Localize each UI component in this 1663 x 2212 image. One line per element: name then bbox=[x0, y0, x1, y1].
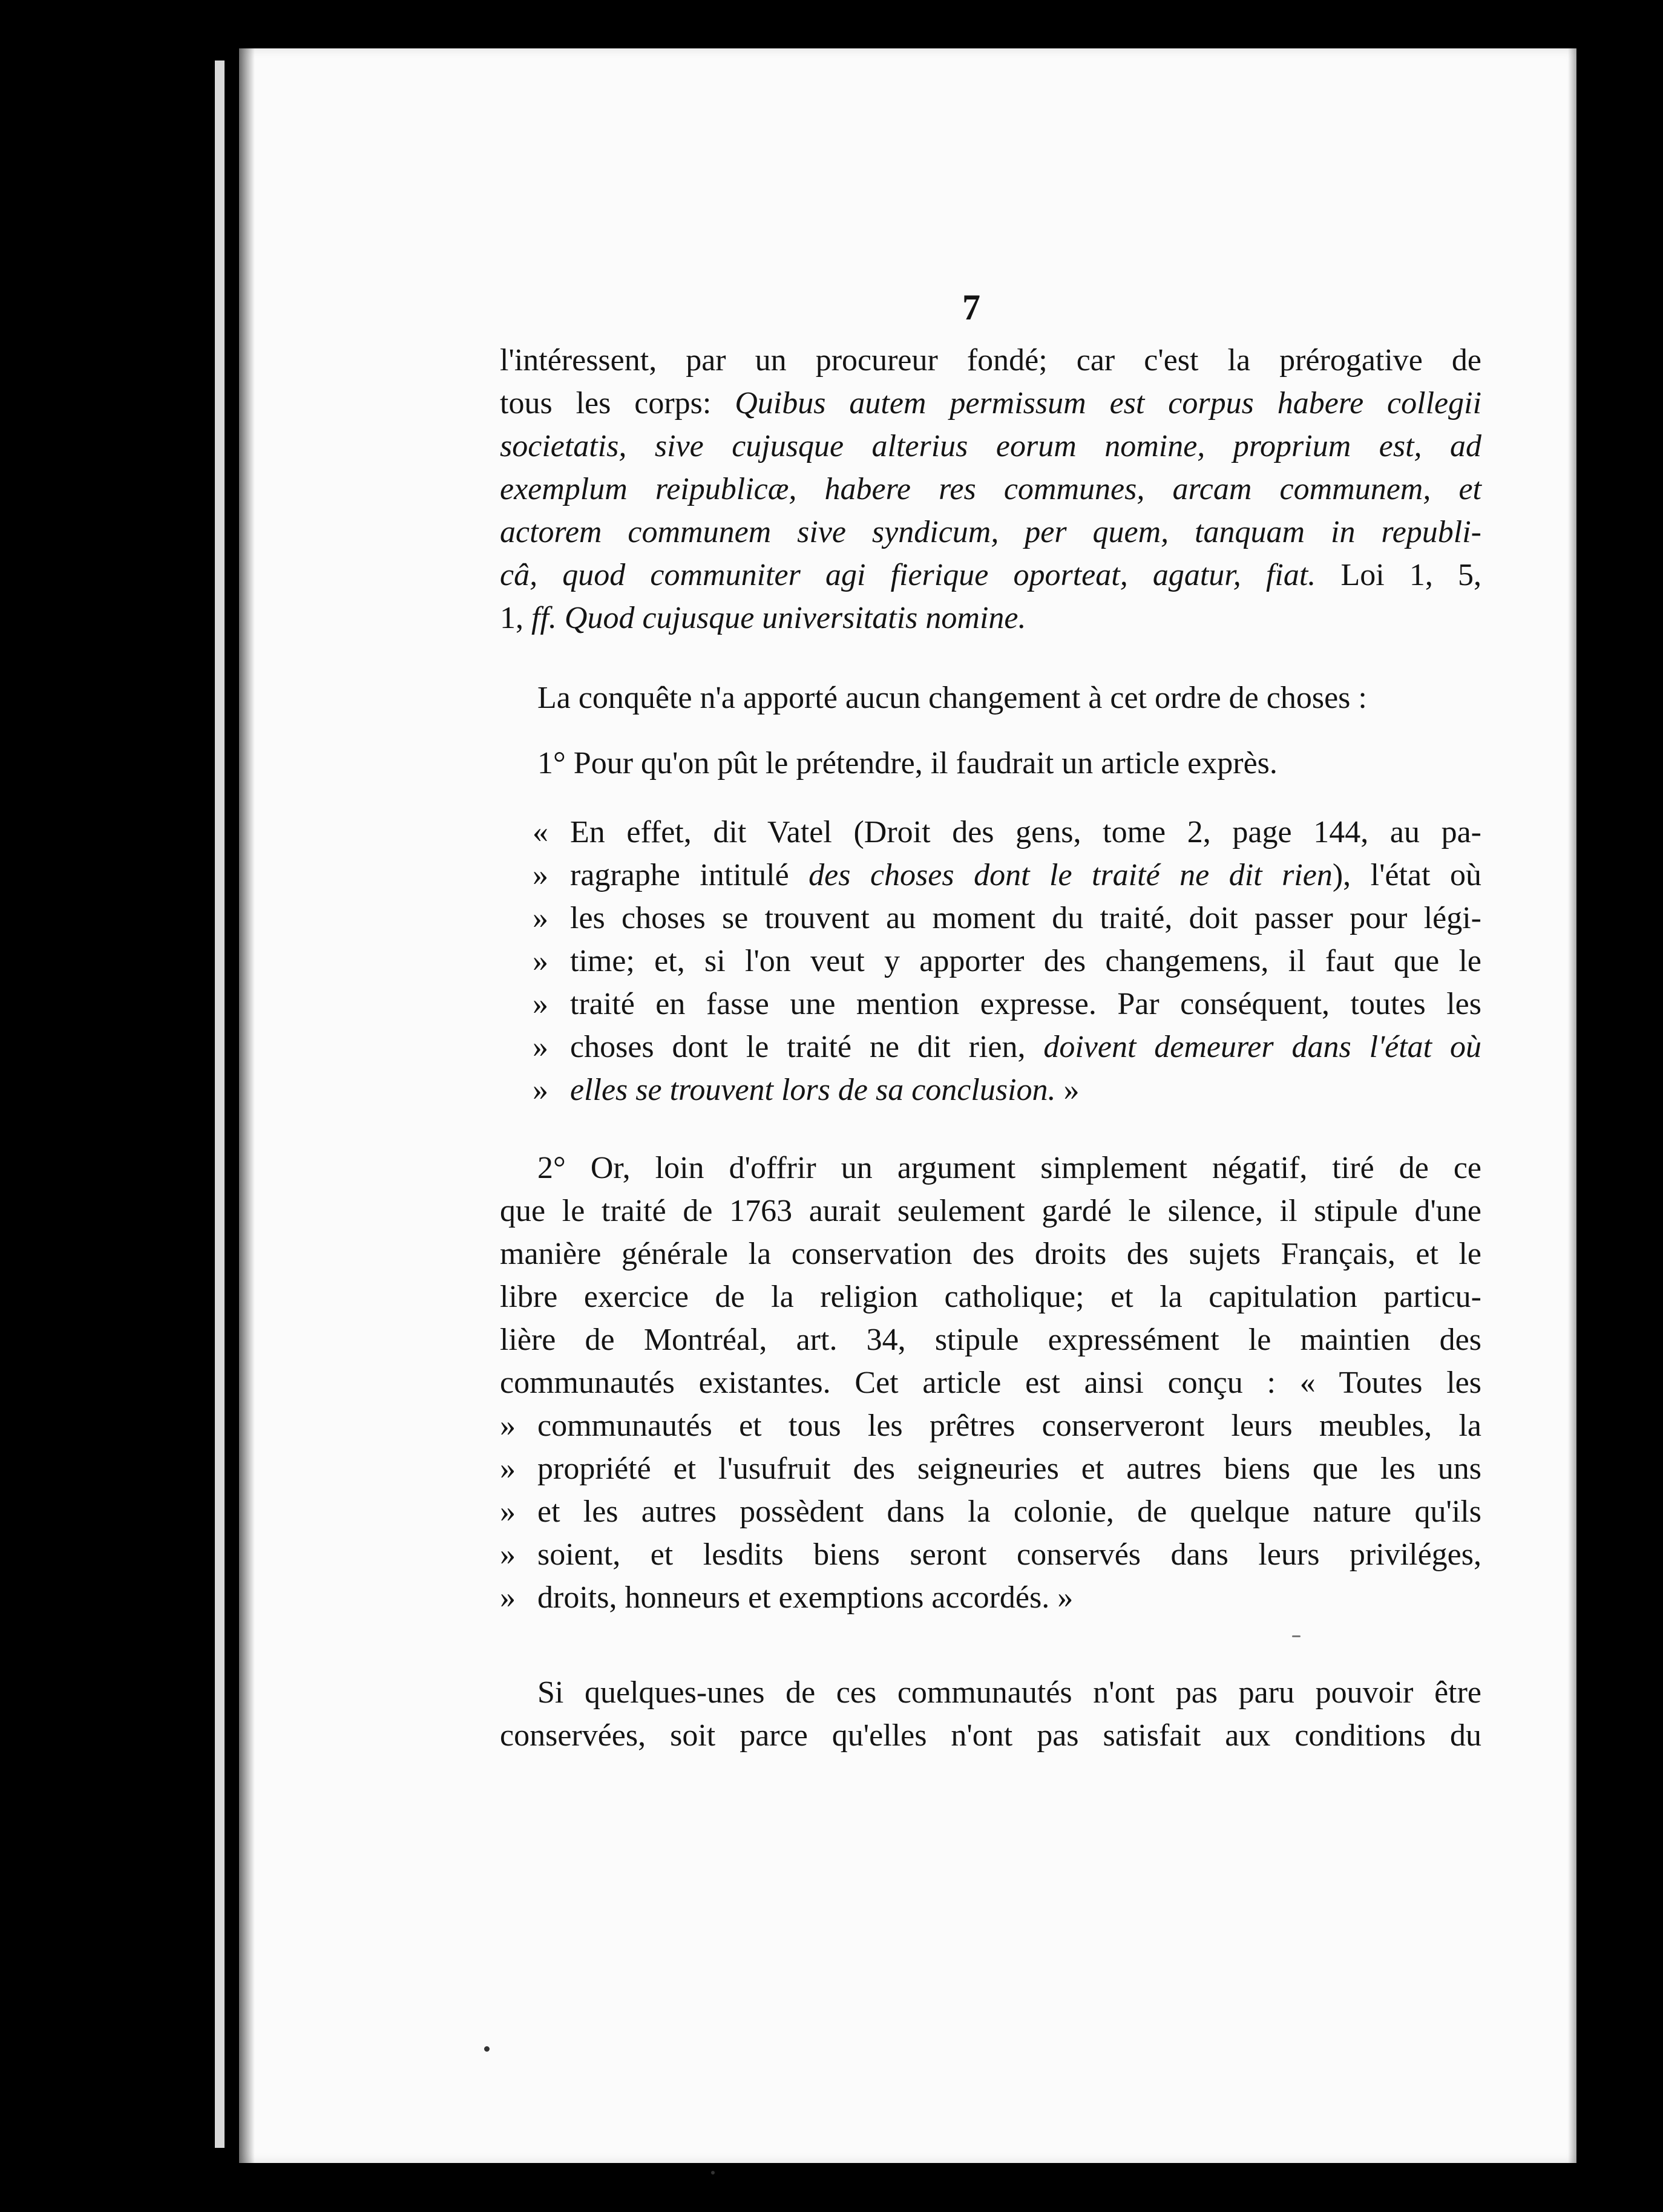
text-line: La conquête n'a apporté aucun changement à cet ordre de choses : bbox=[537, 681, 1367, 715]
quote-mark: » bbox=[533, 858, 548, 892]
quote-line bbox=[533, 940, 1481, 983]
page-edge-shadow bbox=[1568, 48, 1576, 2163]
quote-mark: » bbox=[533, 1030, 548, 1064]
quote-line bbox=[500, 1533, 1481, 1576]
text-line: actorem communem sive syndicum, per quem, tanquam in republi- bbox=[500, 515, 1481, 549]
quote-text: soient, et lesdits biens seront conservés dans leurs priviléges, bbox=[537, 1537, 1481, 1572]
text-line: lière de Montréal, art. 34, stipule expressément le maintien des bbox=[500, 1323, 1481, 1357]
quote-text: communautés et tous les prêtres conserveront leurs meubles, la bbox=[537, 1409, 1481, 1443]
text-line: exemplum reipublicæ, habere res communes, arcam communem, et bbox=[500, 472, 1481, 506]
quote-line bbox=[533, 983, 1481, 1026]
quote-line bbox=[533, 811, 1481, 854]
quote-mark: » bbox=[533, 944, 548, 978]
quote-mark: » bbox=[500, 1580, 516, 1615]
roman-run: ragraphe intitulé bbox=[570, 858, 809, 892]
text-line: communautés existantes. Cet article est ainsi conçu : « Toutes les bbox=[500, 1366, 1481, 1400]
text-line: l'intéressent, par un procureur fondé; car c'est la prérogative de bbox=[500, 343, 1481, 378]
roman-run: ), l'état où bbox=[1332, 858, 1481, 892]
roman-run: choses dont le traité ne dit rien, bbox=[570, 1030, 1044, 1064]
quote-line bbox=[500, 1447, 1481, 1490]
quote-text: droits, honneurs et exemptions accordés. » bbox=[537, 1580, 1074, 1615]
latin-quote-run: ff. Quod cujusque universitatis nomine. bbox=[531, 601, 1026, 635]
text-line: 2° Or, loin d'offrir un argument simplement négatif, tiré de ce bbox=[537, 1151, 1481, 1185]
text-line bbox=[500, 554, 1481, 597]
paragraph-1 bbox=[500, 339, 1481, 640]
citation-run: 1, bbox=[500, 601, 531, 635]
scan-speck bbox=[1292, 1635, 1301, 1637]
spine-shadow bbox=[239, 48, 255, 2163]
quote-line bbox=[533, 1026, 1481, 1068]
quote-text: En effet, dit Vatel (Droit des gens, tome 2, page 144, au pa- bbox=[570, 815, 1481, 849]
quote-mark: » bbox=[500, 1537, 516, 1572]
quote-mark: « bbox=[533, 815, 548, 849]
quote-mark: » bbox=[500, 1451, 516, 1486]
quote-line bbox=[500, 1576, 1481, 1619]
capitulation-quotation bbox=[500, 1404, 1481, 1619]
quote-line bbox=[533, 854, 1481, 897]
quote-text: propriété et l'usufruit des seigneuries et autres biens que les uns bbox=[537, 1451, 1481, 1486]
quote-mark: » bbox=[500, 1494, 516, 1529]
vatel-quotation bbox=[533, 811, 1481, 1111]
quote-mark: » bbox=[533, 1073, 548, 1107]
quote-line bbox=[500, 1404, 1481, 1447]
text-line: libre exercice de la religion catholique; et la capitulation particu- bbox=[500, 1280, 1481, 1314]
text-line bbox=[500, 382, 1481, 425]
italic-run: doivent demeurer dans l'état où bbox=[1043, 1030, 1481, 1064]
italic-run: elles se trouvent lors de sa conclusion. bbox=[570, 1073, 1056, 1107]
quote-mark: » bbox=[533, 901, 548, 935]
quote-text: les choses se trouvent au moment du traité, doit passer pour légi- bbox=[570, 901, 1481, 935]
text-line: conservées, soit parce qu'elles n'ont pas satisfait aux conditions du bbox=[500, 1718, 1481, 1753]
text-line: 1° Pour qu'on pût le prétendre, il faudrait un article exprès. bbox=[537, 746, 1278, 780]
paragraph-3 bbox=[500, 742, 1481, 785]
quote-text bbox=[570, 1026, 1481, 1068]
quote-text: et les autres possèdent dans la colonie, de quelque nature qu'ils bbox=[537, 1494, 1481, 1529]
roman-run: » bbox=[1055, 1073, 1080, 1107]
latin-quote-run: câ, quod communiter agi fierique oporteat, agatur, fiat. bbox=[500, 558, 1341, 592]
roman-run: tous les corps: bbox=[500, 386, 735, 420]
citation-run: Loi 1, 5, bbox=[1340, 558, 1481, 592]
quote-mark: » bbox=[533, 987, 548, 1021]
quote-text: time; et, si l'on veut y apporter des changemens, il faut que le bbox=[570, 944, 1481, 978]
text-line: Si quelques-unes de ces communautés n'ont pas paru pouvoir être bbox=[537, 1675, 1481, 1710]
previous-page-edge bbox=[215, 61, 225, 2148]
quote-text bbox=[570, 854, 1481, 897]
italic-run: des choses dont le traité ne dit rien bbox=[809, 858, 1333, 892]
quote-line bbox=[500, 1490, 1481, 1533]
paragraph-5 bbox=[500, 1671, 1481, 1757]
paragraph-2 bbox=[500, 676, 1481, 719]
text-line bbox=[500, 597, 1481, 640]
quote-text bbox=[570, 1068, 1481, 1111]
text-line: societatis, sive cujusque alterius eorum nomine, proprium est, ad bbox=[500, 429, 1481, 463]
text-line: que le traité de 1763 aurait seulement gardé le silence, il stipule d'une bbox=[500, 1194, 1481, 1228]
scan-speck bbox=[484, 2046, 490, 2052]
quote-line bbox=[533, 897, 1481, 940]
quote-text: traité en fasse une mention expresse. Par conséquent, toutes les bbox=[570, 987, 1481, 1021]
latin-quote-run: Quibus autem permissum est corpus habere collegii bbox=[735, 386, 1482, 420]
quote-mark: » bbox=[500, 1409, 516, 1443]
text-line: manière générale la conservation des droits des sujets Français, et le bbox=[500, 1237, 1481, 1271]
scan-speck bbox=[711, 2171, 715, 2174]
quote-line bbox=[533, 1068, 1481, 1111]
page-number: 7 bbox=[962, 287, 980, 327]
paragraph-4 bbox=[500, 1147, 1481, 1404]
